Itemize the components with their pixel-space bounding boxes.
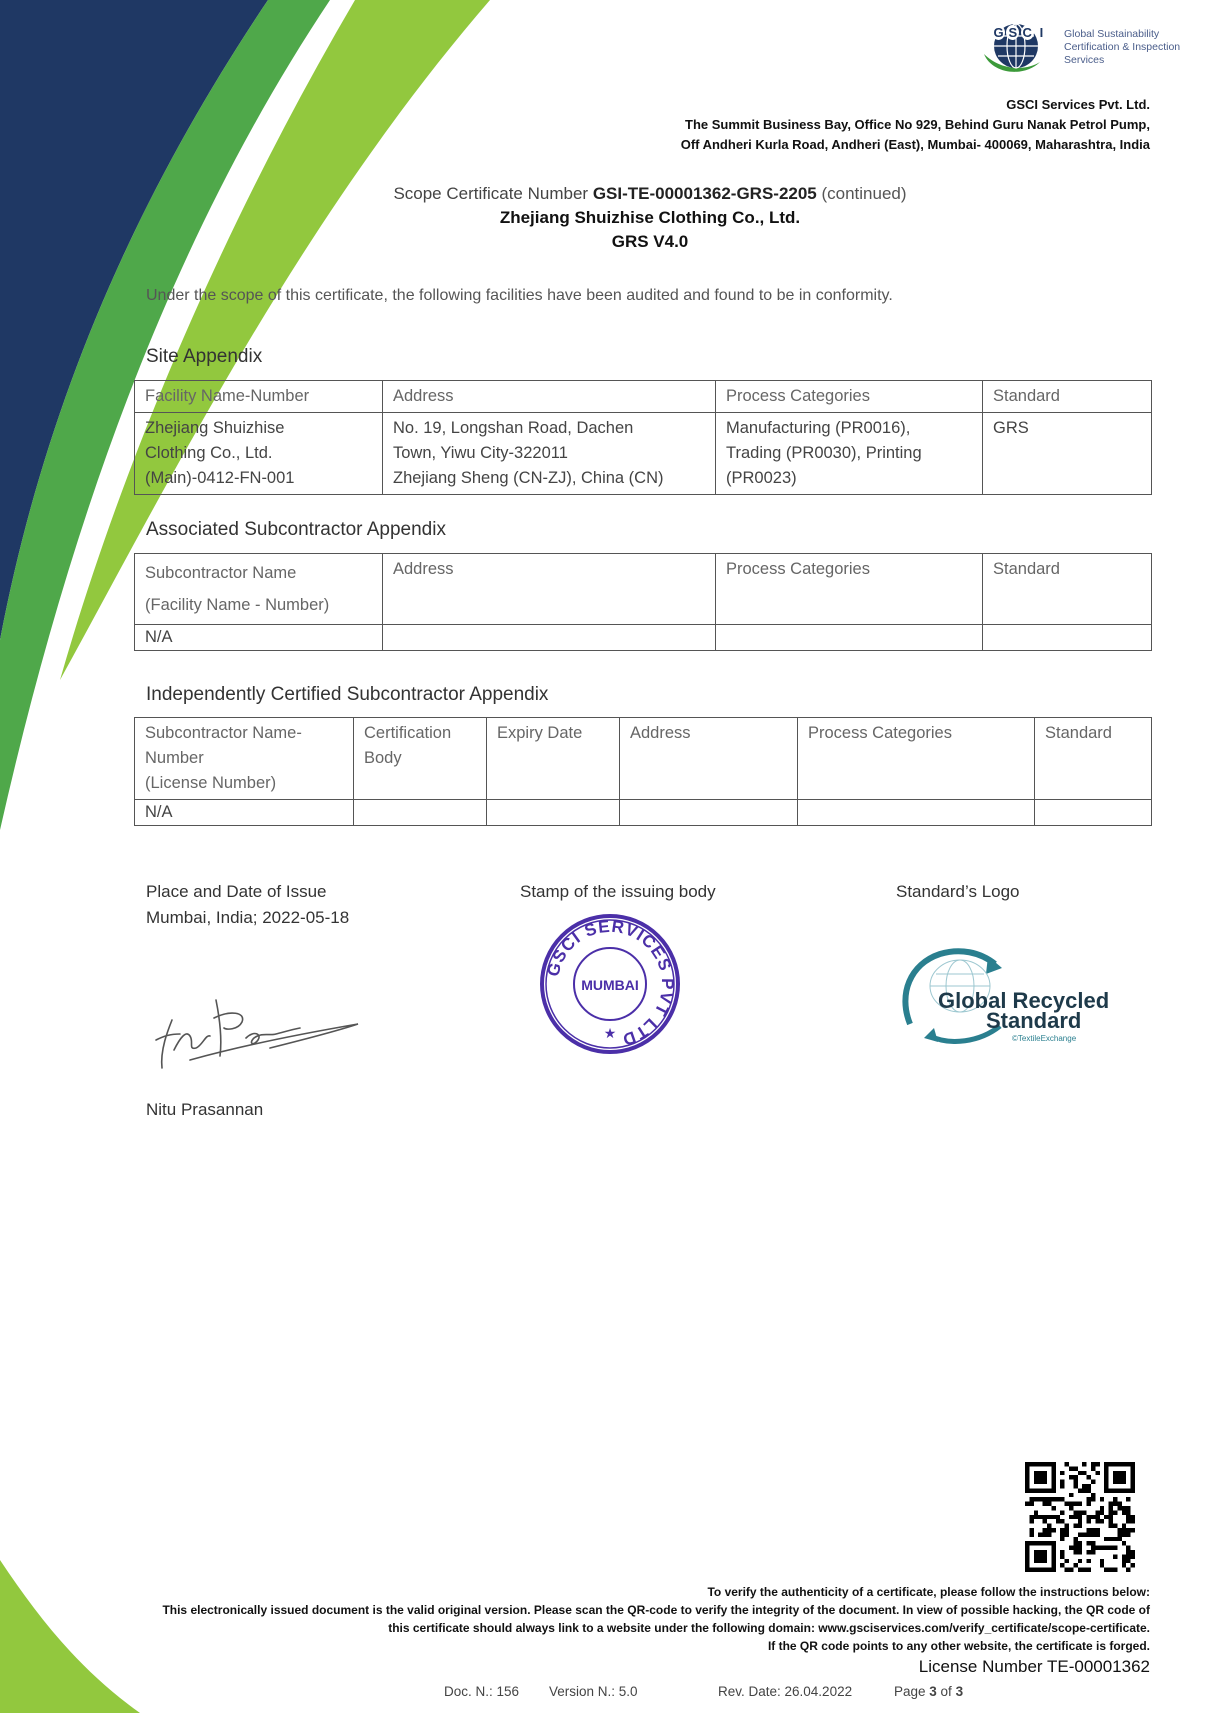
issuer-company: GSCI Services Pvt. Ltd. <box>1006 97 1150 112</box>
grs-logo-line1: Global Recycled <box>938 988 1110 1013</box>
table-header-cell: Standard <box>983 381 1152 413</box>
star-icon: ★ <box>603 1025 617 1041</box>
table-header-cell: Subcontractor Name (Facility Name - Number) <box>135 554 383 625</box>
issuing-body-stamp <box>538 912 682 1056</box>
table-cell <box>620 800 798 826</box>
stamp-center-text: MUMBAI <box>581 977 639 993</box>
independent-appendix-table <box>134 717 1152 826</box>
issuer-address-line: Off Andheri Kurla Road, Andheri (East), Mumbai- 400069, Maharashtra, India <box>680 137 1150 152</box>
version-number: Version N.: 5.0 <box>549 1684 638 1699</box>
page-prefix: Page <box>894 1684 930 1699</box>
place-date-value: Mumbai, India; 2022-05-18 <box>146 908 350 927</box>
place-date-label: Place and Date of Issue <box>146 882 327 901</box>
independent-appendix-heading: Independently Certified Subcontractor Appendix <box>146 684 549 705</box>
table-header-row <box>135 554 1152 625</box>
intro-text: Under the scope of this certificate, the following facilities have been audited and found to be in conformity. <box>146 287 893 304</box>
certificate-title <box>0 184 1211 252</box>
table-cell: N/A <box>135 625 383 651</box>
site-appendix-table <box>134 380 1152 495</box>
table-header-cell: Process Categories <box>716 554 983 625</box>
issuer-address <box>681 95 1150 155</box>
table-header-row <box>135 718 1152 800</box>
logo-name-line: Services <box>1064 54 1105 66</box>
logo-letter: G <box>993 25 1004 40</box>
table-cell: Zhejiang Shuizhise Clothing Co., Ltd. (Main)-0412-FN-001 <box>135 413 383 495</box>
table-header-cell: Facility Name-Number <box>135 381 383 413</box>
table-cell: N/A <box>135 800 354 826</box>
signatory-name: Nitu Prasannan <box>146 1100 264 1119</box>
logo-name <box>1064 28 1180 67</box>
table-cell <box>716 625 983 651</box>
table-header-cell: Process Categories <box>798 718 1035 800</box>
logo-letter: S <box>1006 25 1019 40</box>
page-current: 3 <box>929 1684 937 1699</box>
standard-logo-label: Standard’s Logo <box>896 882 1020 901</box>
table-header-cell: Standard <box>983 554 1152 625</box>
revision-date: Rev. Date: 26.04.2022 <box>718 1684 853 1699</box>
table-header-cell: Process Categories <box>716 381 983 413</box>
associated-appendix-table <box>134 553 1152 651</box>
table-cell: GRS <box>983 413 1152 495</box>
certificate-number-line <box>0 184 1211 204</box>
stamp-ring-text: GSCI SERVICES PVT LTD <box>543 916 678 1050</box>
table-header-cell: Standard <box>1035 718 1152 800</box>
issuer-address-line: The Summit Business Bay, Office No 929, Behind Guru Nanak Petrol Pump, <box>685 117 1150 132</box>
site-appendix-heading: Site Appendix <box>146 346 263 367</box>
verification-line: this certificate should always link to a website under the following domain: www.gsciservices.com/verify_certificate/scope-certificate. <box>388 1621 1150 1635</box>
page-total: 3 <box>955 1684 964 1699</box>
table-header-row <box>135 381 1152 413</box>
verification-line: This electronically issued document is the valid original version. Please scan the QR-code to verify the integrity of the document. In view of possible hacking, the QR code of <box>162 1603 1150 1617</box>
table-cell <box>798 800 1035 826</box>
logo-letters <box>992 25 1048 40</box>
verification-line: If the QR code points to any other website, the certificate is forged. <box>767 1639 1150 1653</box>
continued-note: (continued) <box>816 184 907 203</box>
table-header-cell: Address <box>383 554 716 625</box>
table-header-cell: Certification Body <box>354 718 487 800</box>
table-cell <box>983 625 1152 651</box>
page-mid: of <box>936 1684 956 1699</box>
verification-qr-code[interactable] <box>1025 1462 1135 1572</box>
certificate-standard: GRS V4.0 <box>611 232 689 251</box>
gsci-logo <box>978 20 1188 76</box>
table-cell: Manufacturing (PR0016), Trading (PR0030), Printing (PR0023) <box>716 413 983 495</box>
doc-number: Doc. N.: 156 <box>444 1684 520 1699</box>
table-cell <box>487 800 620 826</box>
table-header-cell: Address <box>383 381 716 413</box>
verification-notice <box>90 1583 1150 1655</box>
table-header-cell: Subcontractor Name- Number (License Number) <box>135 718 354 800</box>
grs-logo-credit: ©TextileExchange <box>1012 1034 1077 1043</box>
logo-letter: I <box>1035 25 1048 40</box>
table-row <box>135 625 1152 651</box>
verification-line: To verify the authenticity of a certificate, please follow the instructions below: <box>707 1585 1150 1599</box>
associated-appendix-heading: Associated Subcontractor Appendix <box>146 519 446 540</box>
table-cell <box>383 625 716 651</box>
table-cell <box>1035 800 1152 826</box>
logo-letter: C <box>1022 25 1032 40</box>
certificate-number-prefix: Scope Certificate Number <box>393 184 593 203</box>
certificate-number: GSI-TE-00001362-GRS-2205 <box>592 184 817 203</box>
table-cell <box>354 800 487 826</box>
table-row <box>135 800 1152 826</box>
table-cell: No. 19, Longshan Road, Dachen Town, Yiwu City-322011 Zhejiang Sheng (CN-ZJ), China (CN) <box>383 413 716 495</box>
table-header-cell: Expiry Date <box>487 718 620 800</box>
certificate-holder: Zhejiang Shuizhise Clothing Co., Ltd. <box>499 208 801 227</box>
table-row <box>135 413 1152 495</box>
grs-logo-line2: Standard <box>986 1008 1082 1033</box>
license-number: License Number TE-00001362 <box>918 1657 1150 1676</box>
logo-name-line: Global Sustainability <box>1064 28 1160 40</box>
logo-name-line: Certification & Inspection <box>1064 41 1181 53</box>
signature <box>150 990 370 1080</box>
table-header-cell: Address <box>620 718 798 800</box>
page-indicator <box>894 1684 963 1699</box>
stamp-label: Stamp of the issuing body <box>520 882 716 901</box>
grs-logo <box>900 944 1120 1054</box>
